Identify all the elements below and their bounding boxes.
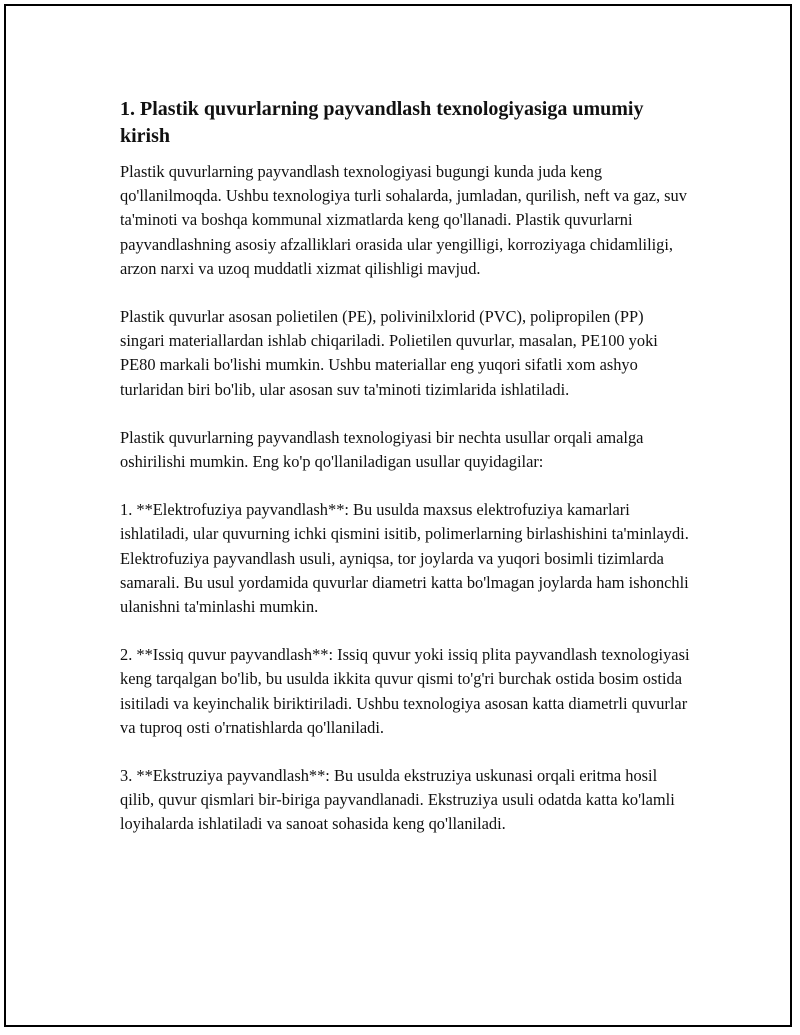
paragraph-method-extrusion: 3. **Ekstruziya payvandlash**: Bu usulda ekstruziya uskunasi orqali eritma hosil qilib, quvur qismlari bir-biriga payvandlanadi. Ekstruziya usuli odatda katta ko'lamli loyihalarda ishlatiladi va sanoat sohasida keng qo'llaniladi. — [120, 766, 675, 834]
paragraph-materials: Plastik quvurlar asosan polietilen (PE), polivinilxlorid (PVC), polipropilen (PP) singari materiallardan ishlab chiqariladi. Polietilen quvurlar, masalan, PE100 yoki PE80 markali bo'lishi mumkin. Ushbu materiallar eng yuqori sifatli xom ashyo turlaridan biri bo'lib, ular asosan suv ta'minoti tizimlarida ishlatiladi. — [120, 307, 658, 399]
paragraph-method-hot-plate: 2. **Issiq quvur payvandlash**: Issiq quvur yoki issiq plita payvandlash texnologiyasi keng tarqalgan bo'lib, bu usulda ikkita quvur qismi to'g'ri burchak ostida bosim ostida isitiladi va keyinchalik biriktiriladi. Ushbu texnologiya asosan katta diametrli quvurlar va tuproq osti o'rnatishlarda qo'llaniladi. — [120, 645, 690, 737]
document-page — [4, 4, 792, 1027]
paragraph-intro: Plastik quvurlarning payvandlash texnologiyasi bugungi kunda juda keng qo'llanilmoqda. Ushbu texnologiya turli sohalarda, jumladan, qurilish, neft va gaz, suv ta'minoti va boshqa kommunal xizmatlarda keng qo'llanadi. Plastik quvurlarni payvandlashning asosiy afzalliklari orasida ular yengilligi, korroziyaga chidamliligi, arzon narxi va uzoq muddatli xizmat qilishligi mavjud. — [120, 162, 687, 278]
paragraph-method-electrofusion: 1. **Elektrofuziya payvandlash**: Bu usulda maxsus elektrofuziya kamarlari ishlatiladi, ular quvurning ichki qismini isitib, polimerlarning birlashishini ta'minlaydi. Elektrofuziya payvandlash usuli, ayniqsa, tor joylarda va yuqori bosimli tizimlarda samarali. Bu usul yordamida quvurlar diametri katta bo'lmagan joylarda ham ishonchli ulanishni ta'minlashi mumkin. — [120, 500, 689, 617]
section-heading: 1. Plastik quvurlarning payvandlash texnologiyasiga umumiy kirish — [120, 98, 644, 147]
document-content — [120, 96, 690, 861]
paragraph-methods-intro: Plastik quvurlarning payvandlash texnologiyasi bir nechta usullar orqali amalga oshirilishi mumkin. Eng ko'p qo'llaniladigan usullar quyidagilar: — [120, 427, 644, 472]
